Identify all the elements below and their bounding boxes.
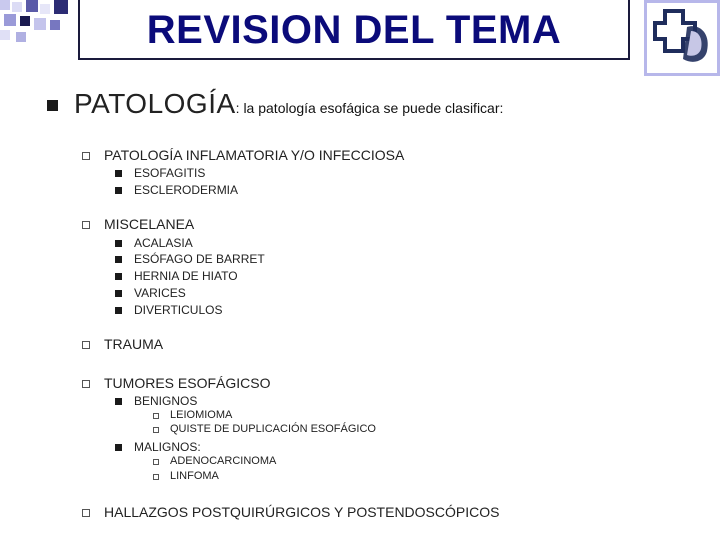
list-item: ADENOCARCINOMA xyxy=(170,455,277,467)
title-box xyxy=(78,0,630,60)
list-item: LINFOMA xyxy=(170,470,219,482)
filled-square-bullet-icon xyxy=(115,307,122,314)
main-heading-line xyxy=(74,88,503,125)
section-tumores-label: TUMORES ESOFÁGICSO xyxy=(104,375,271,391)
list-item: LEIOMIOMA xyxy=(170,409,233,421)
list-item: ESCLERODERMIA xyxy=(134,183,239,197)
hollow-square-bullet-icon xyxy=(82,380,90,388)
filled-square-bullet-icon xyxy=(115,256,122,263)
corner-decoration-icon xyxy=(0,0,80,50)
list-item: HERNIA DE HIATO xyxy=(134,269,238,283)
main-heading: PATOLOGÍA xyxy=(74,88,236,119)
malignos-label: MALIGNOS: xyxy=(134,440,201,454)
hollow-square-bullet-icon xyxy=(153,413,159,419)
benignos-label: BENIGNOS xyxy=(134,394,198,408)
hollow-square-bullet-icon xyxy=(82,509,90,517)
list-item: VARICES xyxy=(134,286,186,300)
section-miscelanea-label: MISCELANEA xyxy=(104,216,195,232)
hollow-square-bullet-icon xyxy=(153,474,159,480)
section-hallazgos-label: HALLAZGOS POSTQUIRÚRGICOS Y POSTENDOSCÓPICOS xyxy=(104,504,500,520)
filled-square-bullet-icon xyxy=(115,290,122,297)
slide-title: REVISION DEL TEMA xyxy=(146,8,562,52)
filled-square-bullet-icon xyxy=(115,398,122,405)
filled-square-bullet-icon xyxy=(115,187,122,194)
level1-bullet-icon xyxy=(47,100,58,111)
list-item: ESOFAGITIS xyxy=(134,166,206,180)
hollow-square-bullet-icon xyxy=(82,221,90,229)
main-intro: : la patología esofágica se puede clasificar: xyxy=(235,100,504,116)
section-inflamatoria-label: PATOLOGÍA INFLAMATORIA Y/O INFECCIOSA xyxy=(104,147,405,163)
hollow-square-bullet-icon xyxy=(153,427,159,433)
list-item: QUISTE DE DUPLICACIÓN ESOFÁGICO xyxy=(170,423,376,435)
filled-square-bullet-icon xyxy=(115,170,122,177)
list-item: ACALASIA xyxy=(134,236,193,250)
hollow-square-bullet-icon xyxy=(82,341,90,349)
filled-square-bullet-icon xyxy=(115,240,122,247)
filled-square-bullet-icon xyxy=(115,273,122,280)
hollow-square-bullet-icon xyxy=(82,152,90,160)
list-item: DIVERTICULOS xyxy=(134,303,223,317)
section-trauma-label: TRAUMA xyxy=(104,336,164,352)
filled-square-bullet-icon xyxy=(115,444,122,451)
hollow-square-bullet-icon xyxy=(153,459,159,465)
logo xyxy=(644,0,720,76)
cross-logo-icon xyxy=(647,3,717,73)
list-item: ESÓFAGO DE BARRET xyxy=(134,252,265,266)
